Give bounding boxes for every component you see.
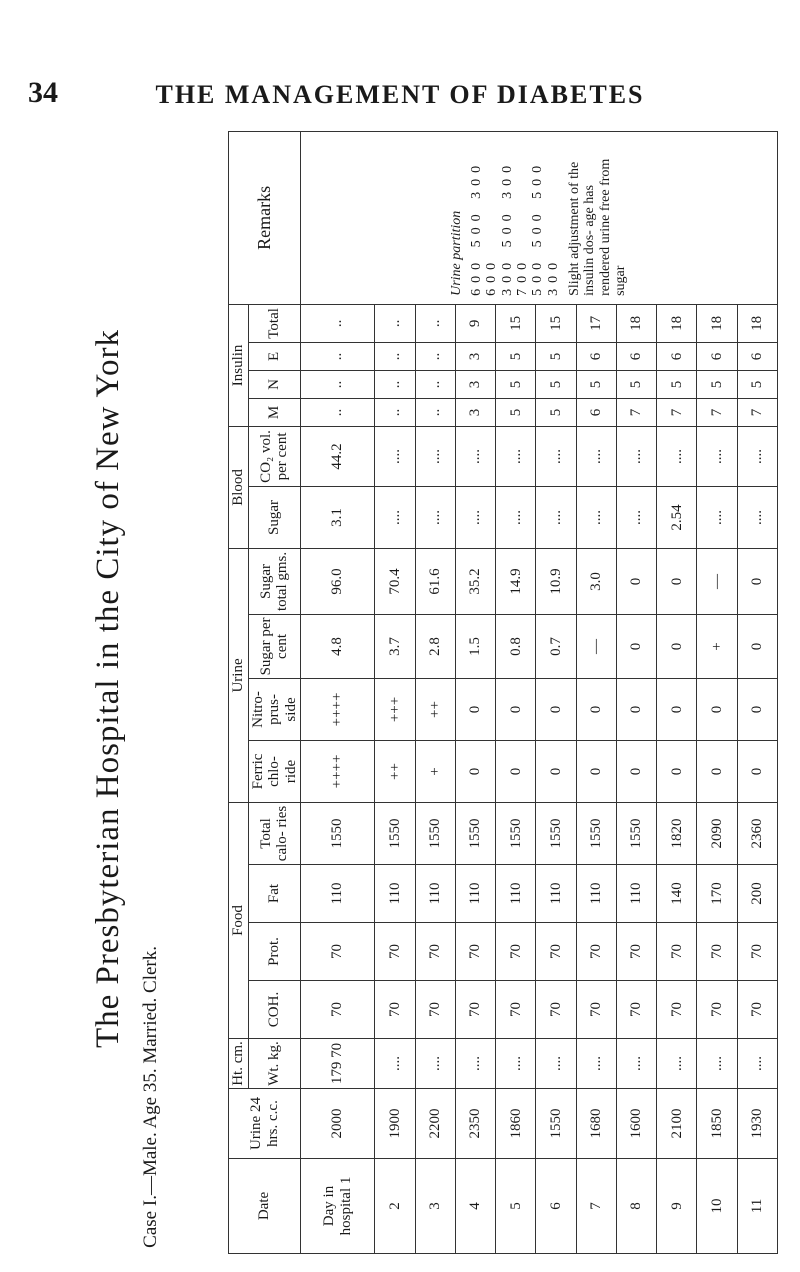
cell-urine: 2000: [301, 1089, 375, 1159]
cell-sugar-pct: 1.5: [455, 614, 495, 678]
cell-blood-sugar: ....: [576, 486, 616, 548]
cell-n: ..: [375, 370, 415, 398]
cell-sugar-total: 35.2: [455, 548, 495, 614]
cell-m: ..: [301, 398, 375, 426]
case-table: [228, 131, 778, 1254]
header-sugar-pct: Sugar per cent: [248, 614, 301, 678]
cell-fat: 140: [657, 865, 697, 923]
cell-blood-sugar: ....: [455, 486, 495, 548]
cell-co2: ....: [697, 426, 737, 486]
cell-total: 18: [616, 304, 656, 342]
cell-m: 6: [576, 398, 616, 426]
cell-co2: ....: [576, 426, 616, 486]
header-n: N: [248, 370, 301, 398]
cell-nitro: 0: [576, 678, 616, 740]
cell-sugar-pct: 0: [616, 614, 656, 678]
cell-ferric: 0: [576, 740, 616, 802]
cell-ferric: ++: [375, 740, 415, 802]
cell-prot: 70: [697, 923, 737, 981]
cell-coh: 70: [375, 981, 415, 1039]
cell-e: 6: [616, 342, 656, 370]
cell-e: ..: [301, 342, 375, 370]
cell-ferric: 0: [496, 740, 536, 802]
cell-e: ..: [415, 342, 455, 370]
cell-co2: 44.2: [301, 426, 375, 486]
cell-m: 7: [737, 398, 777, 426]
partition-title: Urine partition: [449, 210, 465, 296]
side-titles: [90, 168, 180, 1248]
cell-e: 5: [496, 342, 536, 370]
group-urine: Urine: [229, 548, 249, 802]
cell-n: ..: [301, 370, 375, 398]
cell-total: ..: [375, 304, 415, 342]
cell-blood-sugar: ....: [697, 486, 737, 548]
cell-n: 5: [657, 370, 697, 398]
cell-total: 15: [536, 304, 576, 342]
header-wt: Wt. kg.: [248, 1039, 301, 1089]
cell-total: ..: [301, 304, 375, 342]
cell-e: 3: [455, 342, 495, 370]
cell-sugar-total: 61.6: [415, 548, 455, 614]
group-blood: Blood: [229, 426, 249, 548]
header-ferric: Ferric chlo- ride: [248, 740, 301, 802]
cell-coh: 70: [536, 981, 576, 1039]
cell-fat: 110: [415, 865, 455, 923]
cell-fat: 200: [737, 865, 777, 923]
cell-m: 7: [616, 398, 656, 426]
cell-sugar-total: 70.4: [375, 548, 415, 614]
cell-n: 5: [697, 370, 737, 398]
cell-co2: ....: [496, 426, 536, 486]
cell-ht-wt: ....: [496, 1039, 536, 1089]
cell-n: 3: [455, 370, 495, 398]
header-nitro: Nitro- prus- side: [248, 678, 301, 740]
cell-sugar-pct: 2.8: [415, 614, 455, 678]
cell-prot: 70: [301, 923, 375, 981]
cell-sugar-pct: +: [697, 614, 737, 678]
partition-row: 300 500 300 700: [499, 159, 530, 296]
cell-blood-sugar: 3.1: [301, 486, 375, 548]
header-coh: COH.: [248, 981, 301, 1039]
cell-e: ..: [375, 342, 415, 370]
cell-nitro: 0: [536, 678, 576, 740]
cell-e: 6: [657, 342, 697, 370]
cell-blood-sugar: 2.54: [657, 486, 697, 548]
cell-co2: ....: [375, 426, 415, 486]
cell-urine: 1680: [576, 1089, 616, 1159]
cell-sugar-total: 0: [616, 548, 656, 614]
cell-sugar-total: 10.9: [536, 548, 576, 614]
cell-calories: 1550: [375, 802, 415, 864]
cell-urine: 1900: [375, 1089, 415, 1159]
cell-n: 5: [737, 370, 777, 398]
cell-total: 18: [737, 304, 777, 342]
cell-date: 3: [415, 1159, 455, 1254]
header-co2: CO₂ vol. per cent: [248, 426, 301, 486]
cell-calories: 1550: [536, 802, 576, 864]
remarks-cell: [301, 131, 778, 304]
cell-e: 6: [697, 342, 737, 370]
cell-blood-sugar: ....: [496, 486, 536, 548]
cell-n: 5: [576, 370, 616, 398]
cell-prot: 70: [536, 923, 576, 981]
cell-ferric: 0: [616, 740, 656, 802]
cell-prot: 70: [576, 923, 616, 981]
cell-calories: 1550: [576, 802, 616, 864]
cell-date: 11: [737, 1159, 777, 1254]
cell-date: 9: [657, 1159, 697, 1254]
case-title: Case I.—Male. Age 35. Married. Clerk.: [140, 946, 161, 1248]
cell-total: 9: [455, 304, 495, 342]
group-food: Food: [229, 802, 249, 1038]
partition-row: 600 500 300 600: [468, 159, 500, 296]
cell-total: 17: [576, 304, 616, 342]
cell-m: 7: [697, 398, 737, 426]
header-prot: Prot.: [248, 923, 301, 981]
cell-coh: 70: [301, 981, 375, 1039]
cell-coh: 70: [737, 981, 777, 1039]
page-number: 34: [28, 76, 58, 109]
header-remarks: Remarks: [229, 131, 301, 304]
cell-co2: ....: [536, 426, 576, 486]
cell-prot: 70: [657, 923, 697, 981]
cell-ht-wt: ....: [455, 1039, 495, 1089]
cell-ht-wt: ....: [616, 1039, 656, 1089]
cell-ferric: 0: [657, 740, 697, 802]
cell-date: 5: [496, 1159, 536, 1254]
cell-nitro: 0: [616, 678, 656, 740]
cell-ferric: 0: [697, 740, 737, 802]
cell-date: 8: [616, 1159, 656, 1254]
cell-nitro: ++++: [301, 678, 375, 740]
cell-date: Day in hospital 1: [301, 1159, 375, 1254]
cell-ht-wt: ....: [697, 1039, 737, 1089]
cell-fat: 110: [455, 865, 495, 923]
cell-sugar-pct: 3.7: [375, 614, 415, 678]
header-m: M: [248, 398, 301, 426]
cell-e: 6: [576, 342, 616, 370]
header-urine-volume: Urine 24 hrs. c.c.: [229, 1089, 301, 1159]
cell-n: 5: [616, 370, 656, 398]
cell-coh: 70: [697, 981, 737, 1039]
cell-m: ..: [415, 398, 455, 426]
cell-sugar-pct: 0.7: [536, 614, 576, 678]
cell-ht-wt: ....: [576, 1039, 616, 1089]
cell-n: ..: [415, 370, 455, 398]
cell-fat: 110: [375, 865, 415, 923]
table-row: [301, 131, 375, 1253]
cell-calories: 1820: [657, 802, 697, 864]
cell-blood-sugar: ....: [415, 486, 455, 548]
cell-prot: 70: [496, 923, 536, 981]
cell-ferric: ++++: [301, 740, 375, 802]
header-total: Total: [248, 304, 301, 342]
cell-ht-wt: ....: [657, 1039, 697, 1089]
header-blood-sugar: Sugar: [248, 486, 301, 548]
group-insulin: Insulin: [229, 304, 249, 426]
cell-coh: 70: [657, 981, 697, 1039]
cell-prot: 70: [415, 923, 455, 981]
cell-fat: 110: [496, 865, 536, 923]
cell-urine: 1600: [616, 1089, 656, 1159]
cell-urine: 2100: [657, 1089, 697, 1159]
cell-urine: 1550: [536, 1089, 576, 1159]
cell-urine: 1860: [496, 1089, 536, 1159]
header-e: E: [248, 342, 301, 370]
cell-coh: 70: [415, 981, 455, 1039]
table-body: [301, 131, 778, 1253]
cell-sugar-total: 0: [657, 548, 697, 614]
cell-coh: 70: [496, 981, 536, 1039]
cell-co2: ....: [616, 426, 656, 486]
cell-nitro: 0: [697, 678, 737, 740]
cell-total: 18: [657, 304, 697, 342]
cell-co2: ....: [455, 426, 495, 486]
cell-fat: 110: [616, 865, 656, 923]
cell-co2: ....: [657, 426, 697, 486]
cell-co2: ....: [415, 426, 455, 486]
cell-m: 5: [496, 398, 536, 426]
cell-ferric: 0: [536, 740, 576, 802]
cell-urine: 2350: [455, 1089, 495, 1159]
cell-prot: 70: [375, 923, 415, 981]
cell-ferric: 0: [455, 740, 495, 802]
cell-date: 7: [576, 1159, 616, 1254]
cell-e: 6: [737, 342, 777, 370]
cell-total: ..: [415, 304, 455, 342]
cell-sugar-total: 0: [737, 548, 777, 614]
cell-calories: 2360: [737, 802, 777, 864]
cell-date: 10: [697, 1159, 737, 1254]
cell-sugar-pct: 4.8: [301, 614, 375, 678]
cell-n: 5: [496, 370, 536, 398]
cell-sugar-pct: 0: [737, 614, 777, 678]
cell-prot: 70: [737, 923, 777, 981]
cell-nitro: 0: [496, 678, 536, 740]
cell-fat: 110: [576, 865, 616, 923]
cell-coh: 70: [576, 981, 616, 1039]
header-ht: Ht. cm.: [229, 1039, 249, 1089]
cell-fat: 110: [536, 865, 576, 923]
cell-ferric: +: [415, 740, 455, 802]
cell-calories: 1550: [616, 802, 656, 864]
cell-blood-sugar: ....: [375, 486, 415, 548]
cell-sugar-total: 96.0: [301, 548, 375, 614]
cell-sugar-total: 3.0: [576, 548, 616, 614]
cell-co2: ....: [737, 426, 777, 486]
cell-nitro: 0: [455, 678, 495, 740]
cell-prot: 70: [455, 923, 495, 981]
hospital-title: The Presbyterian Hospital in the City of New York: [90, 328, 126, 1048]
cell-m: 7: [657, 398, 697, 426]
cell-date: 2: [375, 1159, 415, 1254]
cell-urine: 2200: [415, 1089, 455, 1159]
cell-sugar-pct: 0.8: [496, 614, 536, 678]
cell-calories: 1550: [301, 802, 375, 864]
cell-ht-wt: ....: [737, 1039, 777, 1089]
cell-e: 5: [536, 342, 576, 370]
cell-urine: 1850: [697, 1089, 737, 1159]
cell-calories: 1550: [415, 802, 455, 864]
cell-sugar-total: 14.9: [496, 548, 536, 614]
cell-blood-sugar: ....: [616, 486, 656, 548]
cell-n: 5: [536, 370, 576, 398]
cell-sugar-total: —: [697, 548, 737, 614]
cell-total: 15: [496, 304, 536, 342]
cell-prot: 70: [616, 923, 656, 981]
cell-m: 3: [455, 398, 495, 426]
cell-m: 5: [536, 398, 576, 426]
header-fat: Fat: [248, 865, 301, 923]
cell-calories: 1550: [496, 802, 536, 864]
remark-note: Slight adjustment of the insulin dos- age has rendered urine free from sugar: [567, 158, 629, 296]
cell-sugar-pct: 0: [657, 614, 697, 678]
cell-blood-sugar: ....: [737, 486, 777, 548]
cell-blood-sugar: ....: [536, 486, 576, 548]
cell-fat: 110: [301, 865, 375, 923]
cell-calories: 1550: [455, 802, 495, 864]
partition-row: 500 500 500 300: [530, 159, 561, 296]
cell-m: ..: [375, 398, 415, 426]
header-sugar-total: Sugar total gms.: [248, 548, 301, 614]
cell-ht-wt: ....: [415, 1039, 455, 1089]
cell-nitro: ++: [415, 678, 455, 740]
header-calories: Total calo- ries: [248, 802, 301, 864]
cell-nitro: 0: [737, 678, 777, 740]
cell-coh: 70: [616, 981, 656, 1039]
header-date: Date: [229, 1159, 301, 1254]
cell-ht-wt: ....: [375, 1039, 415, 1089]
cell-total: 18: [697, 304, 737, 342]
cell-ht-wt: 179 70: [301, 1039, 375, 1089]
cell-date: 6: [536, 1159, 576, 1254]
cell-calories: 2090: [697, 802, 737, 864]
cell-ferric: 0: [737, 740, 777, 802]
table-wrapper: [228, 132, 778, 1254]
cell-nitro: 0: [657, 678, 697, 740]
cell-sugar-pct: —: [576, 614, 616, 678]
cell-date: 4: [455, 1159, 495, 1254]
cell-coh: 70: [455, 981, 495, 1039]
cell-urine: 1930: [737, 1089, 777, 1159]
cell-ht-wt: ....: [536, 1039, 576, 1089]
cell-nitro: +++: [375, 678, 415, 740]
cell-fat: 170: [697, 865, 737, 923]
running-head: THE MANAGEMENT OF DIABETES: [155, 80, 645, 109]
